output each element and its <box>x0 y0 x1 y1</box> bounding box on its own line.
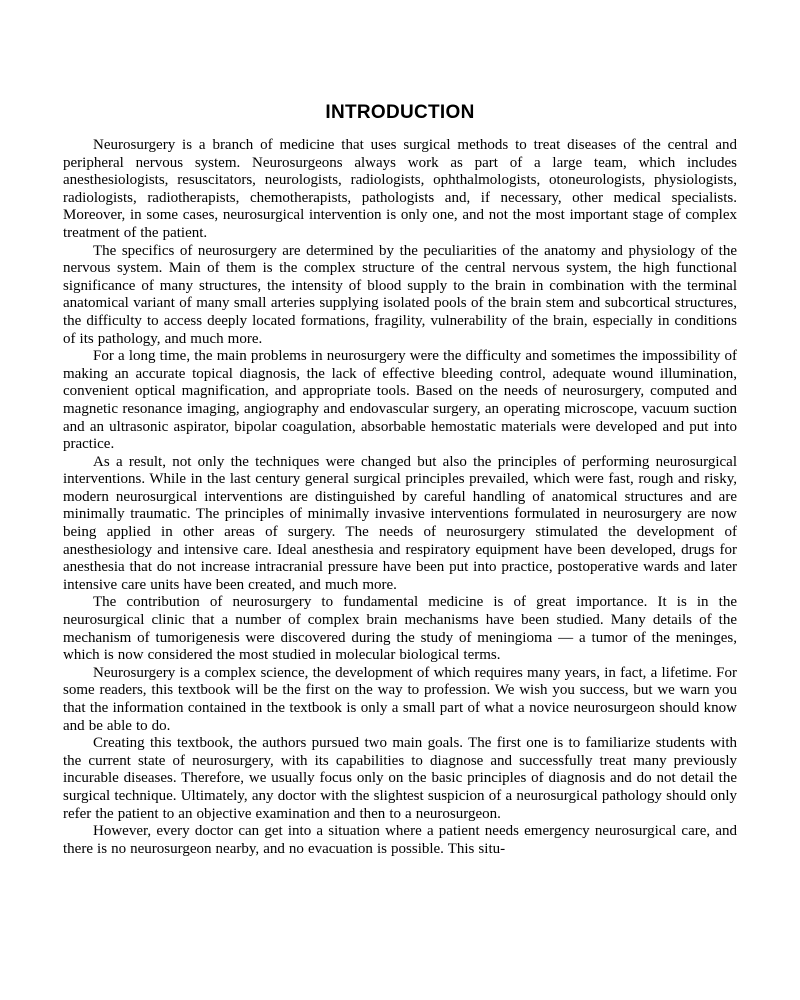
paragraph: Neurosurgery is a branch of medicine that uses surgical methods to treat diseases of the central and peripheral nervous system. Neurosurgeons always work as part of a large team, which includes anesthesiologists, resuscitators, neurologists, radiologists, ophthalmologists, otoneurologists, physiologists, radiologists, radiotherapists, chemotherapists, pathologists and, if necessary, other medical specialists. Moreover, in some cases, neurosurgical intervention is only one, and not the most important stage of complex treatment of the patient. <box>63 137 737 241</box>
paragraph: Neurosurgery is a complex science, the development of which requires many years, in fact, a lifetime. For some readers, this textbook will be the first on the way to profession. We wish you success, but we warn you that the information contained in the textbook is only a small part of what a novice neurosurgeon should know and be able to do. <box>63 664 737 734</box>
paragraph: As a result, not only the techniques were changed but also the principles of performing neurosurgical interventions. While in the last century general surgical principles prevailed, which were fast, rough and risky, modern neurosurgical interventions are distinguished by careful handling of anatomical structures and are minimally traumatic. The principles of minimally invasive interventions formulated in neurosurgery are now being applied in other areas of surgery. The needs of neurosurgery stimulated the development of anesthesiology and intensive care. Ideal anesthesia and respiratory equipment have been developed, drugs for anesthesia that do not increase intracranial pressure have been put into practice, postoperative wards and later intensive care units have been created, and much more. <box>63 453 737 593</box>
paragraph: The specifics of neurosurgery are determined by the peculiarities of the anatomy and physiology of the nervous system. Main of them is the complex structure of the central nervous system, the high functional significance of many structures, the intensity of blood supply to the brain in combination with the terminal anatomical variant of many small arteries supplying isolated pools of the brain stem and subcortical structures, the difficulty to access deeply located formations, fragility, vulnerability of the brain, especially in conditions of its pathology, and much more. <box>63 242 737 347</box>
page-title: INTRODUCTION <box>325 102 475 123</box>
paragraph: The contribution of neurosurgery to fundamental medicine is of great importance. It is in the neurosurgical clinic that a number of complex brain mechanisms have been studied. Many details of the mechanism of tumorigenesis were discovered during the study of meningioma — a tumor of the meninges, which is now considered the most studied in molecular biological terms. <box>63 594 737 664</box>
paragraph: Creating this textbook, the authors pursued two main goals. The first one is to familiarize students with the current state of neurosurgery, with its capabilities to diagnose and successfully treat many previously incurable diseases. Therefore, we usually focus only on the basic principles of diagnosis and do not detail the surgical technique. Ultimately, any doctor with the slightest suspicion of a neurosurgical pathology should only refer the patient to an objective examination and then to a neurosurgeon. <box>63 735 737 822</box>
paragraph: However, every doctor can get into a situation where a patient needs emergency neurosurgical care, and there is no neurosurgeon nearby, and no evacuation is possible. This situ- <box>63 823 737 857</box>
document-body <box>63 137 737 858</box>
paragraph: For a long time, the main problems in neurosurgery were the difficulty and sometimes the impossibility of making an accurate topical diagnosis, the lack of effective bleeding control, adequate wound illumination, convenient optical magnification, and appropriate tools. Based on the needs of neurosurgery, computed and magnetic resonance imaging, angiography and endovascular surgery, an operating microscope, vacuum suction and an ultrasonic aspirator, bipolar coagulation, absorbable hemostatic materials were developed and put into practice. <box>63 348 737 453</box>
